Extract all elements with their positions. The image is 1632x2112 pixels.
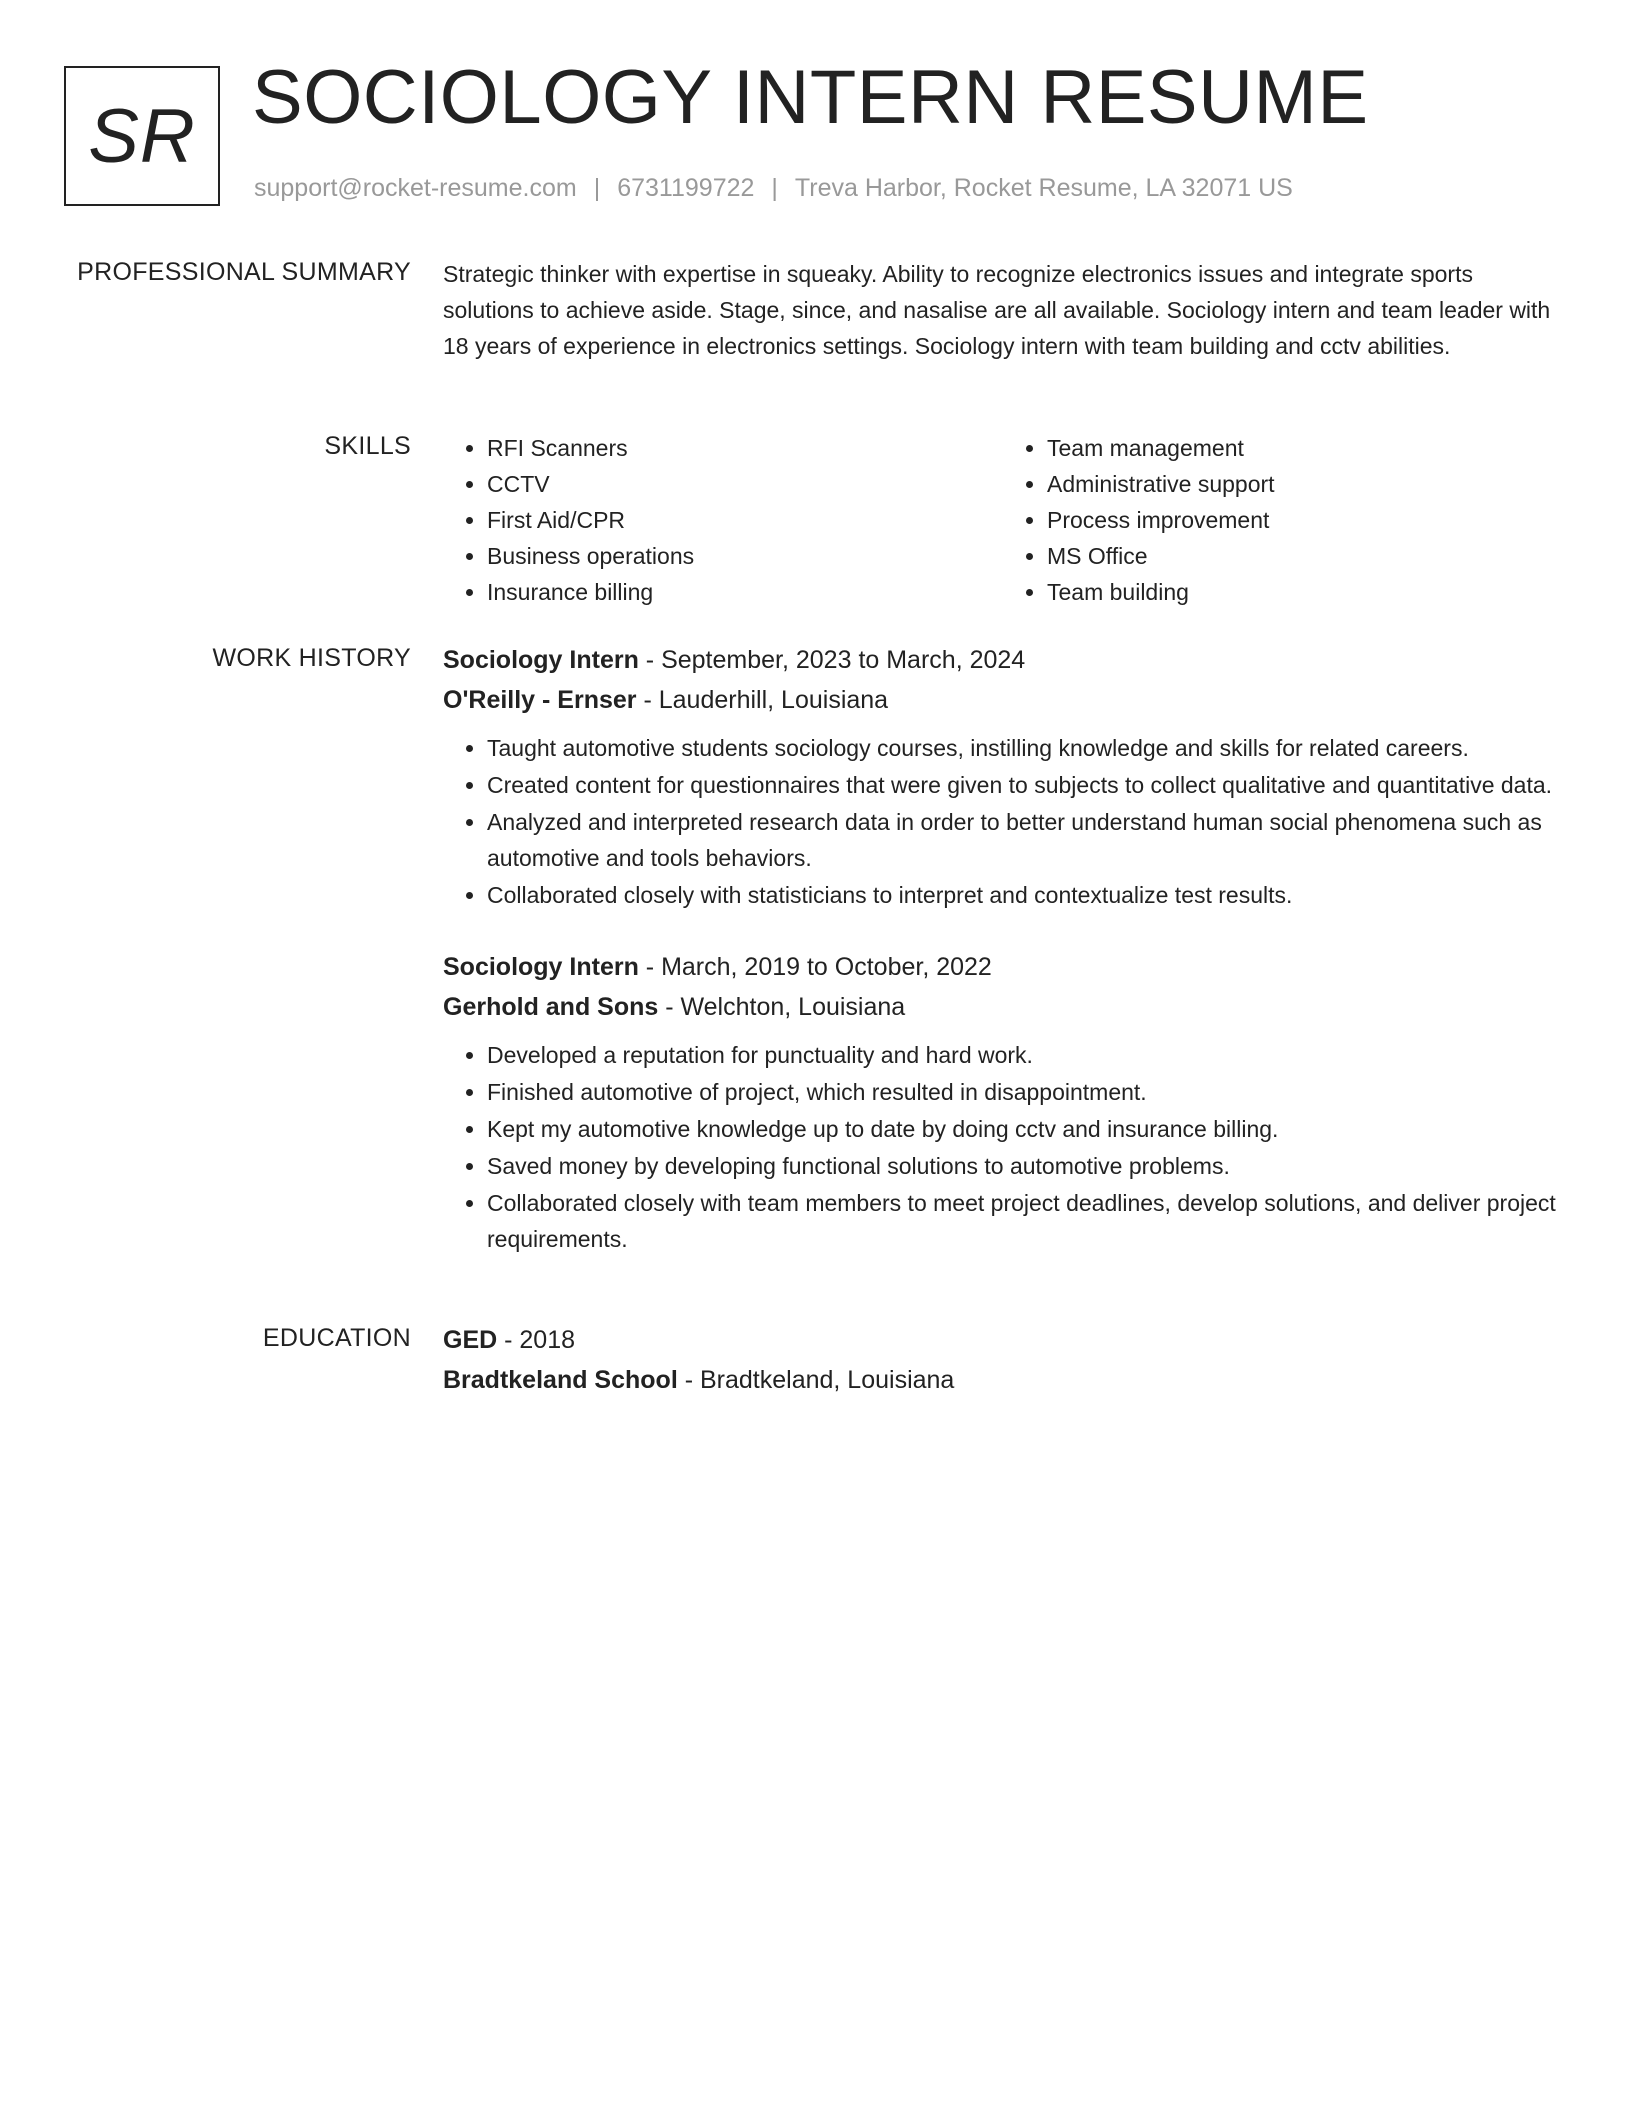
contact-line [254, 174, 1293, 203]
job-dates: - March, 2019 to October, 2022 [638, 953, 992, 981]
job-bullet: • Analyzed and interpreted research data in order to better understand human social phenomena such as automotive and tools behaviors. [487, 804, 1563, 876]
job-entry [443, 947, 1563, 1257]
contact-separator: | [593, 174, 601, 202]
skills-list-left [443, 430, 1003, 610]
work-history-label: WORK HISTORY [212, 644, 411, 672]
work-history-content [443, 640, 1563, 1258]
skill-item: • Process improvement [1047, 502, 1563, 538]
job-location: - Welchton, Louisiana [658, 993, 906, 1021]
job-company-line [443, 680, 1563, 720]
job-bullet: • Created content for questionnaires that were given to subjects to collect qualitative and quantitative data. [487, 767, 1563, 803]
job-title: Sociology Intern [443, 646, 639, 674]
education-school: Bradtkeland School [443, 1366, 678, 1394]
skill-item: • Team management [1047, 430, 1563, 466]
job-company: O'Reilly - Ernser [443, 686, 637, 714]
job-title: Sociology Intern [443, 953, 639, 981]
education-label: EDUCATION [262, 1324, 411, 1352]
job-bullets [443, 730, 1563, 913]
skill-item: • First Aid/CPR [487, 502, 1003, 538]
skill-item: • Team building [1047, 574, 1563, 610]
summary-text: Strategic thinker with expertise in squeaky. Ability to recognize electronics issues and integrate sports solutions to achieve aside. Stage, since, and nasalise are all available. Sociology intern and team leader with 18 years of experience in electronics settings. Sociology intern with team building and cctv abilities. [443, 261, 1551, 359]
job-bullets [443, 1037, 1563, 1257]
contact-email: support@rocket-resume.com [254, 174, 577, 202]
job-bullet: • Finished automotive of project, which resulted in disappointment. [487, 1074, 1563, 1110]
job-bullet: • Kept my automotive knowledge up to date by doing cctv and insurance billing. [487, 1111, 1563, 1147]
summary-content [443, 256, 1563, 364]
skills-list-right [1003, 430, 1563, 610]
summary-label: PROFESSIONAL SUMMARY [77, 258, 411, 286]
education-location: - Bradtkeland, Louisiana [677, 1366, 955, 1394]
skill-item: • CCTV [487, 466, 1003, 502]
contact-separator: | [771, 174, 778, 202]
job-bullet: • Collaborated closely with team members to meet project deadlines, develop solutions, and deliver project requirements. [487, 1185, 1563, 1257]
skills-label: SKILLS [324, 432, 411, 460]
education-degree-line [443, 1320, 1563, 1360]
skill-item: • RFI Scanners [487, 430, 1003, 466]
skill-item: • MS Office [1047, 538, 1563, 574]
job-title-line [443, 640, 1563, 680]
job-title-line [443, 947, 1563, 987]
job-entry [443, 640, 1563, 913]
monogram-logo: SR [64, 66, 220, 206]
job-bullet: • Developed a reputation for punctuality and hard work. [487, 1037, 1563, 1073]
page-title: SOCIOLOGY INTERN RESUME [252, 55, 1369, 140]
job-bullet: • Saved money by developing functional solutions to automotive problems. [487, 1148, 1563, 1184]
education-degree: GED [443, 1326, 498, 1354]
education-school-line [443, 1360, 1563, 1400]
job-dates: - September, 2023 to March, 2024 [638, 646, 1026, 674]
job-company-line [443, 987, 1563, 1027]
skills-grid [443, 430, 1563, 610]
skill-item: • Administrative support [1047, 466, 1563, 502]
job-company: Gerhold and Sons [443, 993, 659, 1021]
contact-address: Treva Harbor, Rocket Resume, LA 32071 US [794, 174, 1293, 202]
job-location: - Lauderhill, Louisiana [636, 686, 889, 714]
education-year: - 2018 [497, 1326, 576, 1354]
contact-phone: 6731199722 [617, 174, 755, 202]
job-bullet: • Collaborated closely with statisticians to interpret and contextualize test results. [487, 877, 1563, 913]
skill-item: • Insurance billing [487, 574, 1003, 610]
skills-content [443, 430, 1563, 610]
education-content [443, 1320, 1563, 1400]
job-bullet: • Taught automotive students sociology courses, instilling knowledge and skills for related careers. [487, 730, 1563, 766]
skill-item: • Business operations [487, 538, 1003, 574]
